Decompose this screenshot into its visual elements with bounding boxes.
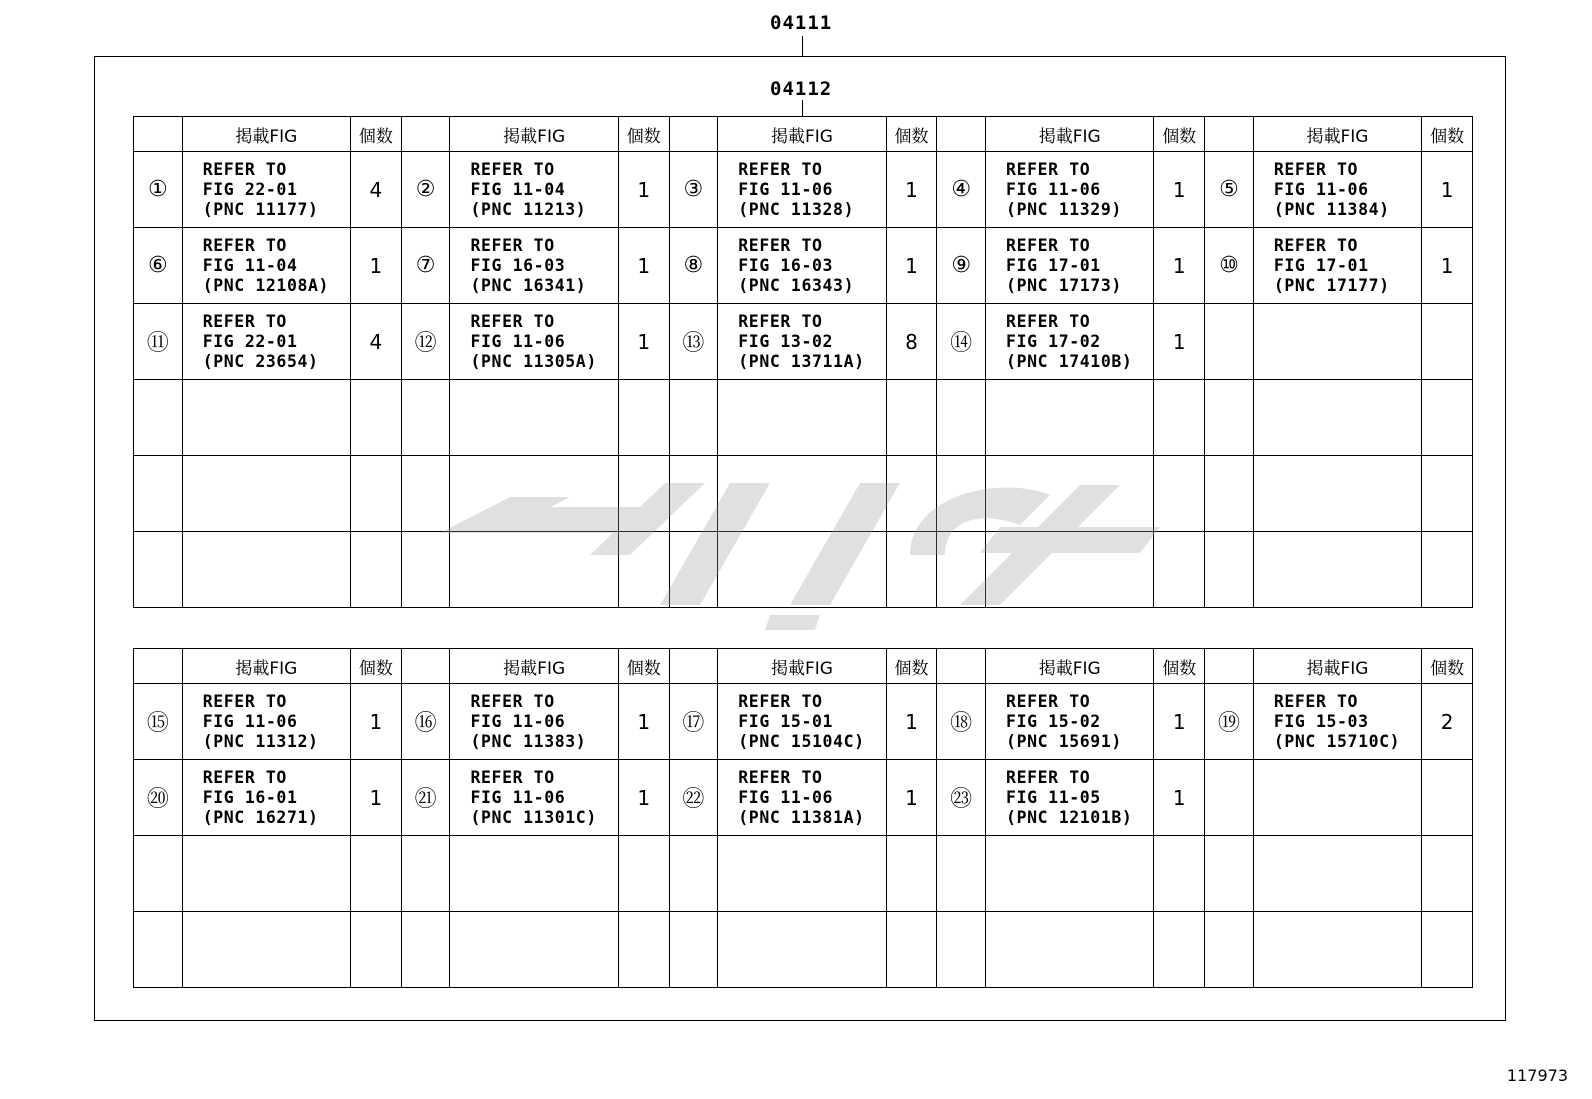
reference-line: FIG 22-01 — [202, 331, 298, 351]
reference-line: (PNC 11383) — [470, 731, 587, 751]
reference-line: FIG 11-04 — [470, 179, 566, 199]
item-number: ⑳ — [134, 760, 183, 836]
reference-line: (PNC 11328) — [738, 199, 855, 219]
reference-line: (PNC 12108A) — [202, 275, 330, 295]
figure-reference — [450, 912, 618, 988]
figure-reference — [182, 456, 350, 532]
quantity — [886, 380, 937, 456]
table-row — [134, 760, 1473, 836]
header-blank-cell — [401, 117, 450, 152]
reference-line: REFER TO — [738, 159, 823, 179]
item-number — [669, 456, 718, 532]
quantity — [1154, 380, 1205, 456]
quantity: 1 — [351, 684, 402, 760]
figure-reference — [450, 456, 618, 532]
figure-reference — [450, 760, 618, 836]
item-number: ⑦ — [401, 228, 450, 304]
item-number — [937, 912, 986, 988]
reference-line: REFER TO — [470, 159, 555, 179]
reference-line: REFER TO — [202, 311, 287, 331]
reference-line: REFER TO — [470, 767, 555, 787]
figure-reference — [182, 304, 350, 380]
item-number: ⑩ — [1205, 228, 1254, 304]
quantity — [1422, 532, 1473, 608]
header-qty-label: 個数 — [886, 117, 937, 152]
figure-reference — [182, 380, 350, 456]
reference-line: REFER TO — [1006, 767, 1091, 787]
quantity — [618, 456, 669, 532]
figure-reference — [986, 304, 1154, 380]
reference-line: (PNC 11213) — [470, 199, 587, 219]
item-number — [937, 836, 986, 912]
reference-line: REFER TO — [202, 235, 287, 255]
figure-reference — [182, 684, 350, 760]
quantity — [1422, 836, 1473, 912]
figure-reference — [718, 532, 886, 608]
upper-parts-table — [133, 116, 1473, 608]
reference-line: REFER TO — [1273, 159, 1359, 179]
leader-line-top — [802, 36, 803, 56]
figure-reference — [182, 228, 350, 304]
header-qty-label: 個数 — [886, 649, 937, 684]
figure-reference — [718, 456, 886, 532]
item-number — [937, 380, 986, 456]
reference-line: FIG 11-06 — [470, 787, 566, 807]
table-row — [134, 836, 1473, 912]
item-number — [1205, 380, 1254, 456]
reference-line: FIG 11-05 — [1006, 787, 1101, 807]
item-number — [1205, 456, 1254, 532]
header-blank-cell — [134, 649, 183, 684]
reference-line: REFER TO — [1006, 235, 1091, 255]
quantity — [351, 912, 402, 988]
item-number — [669, 836, 718, 912]
quantity — [886, 912, 937, 988]
quantity: 4 — [351, 152, 402, 228]
reference-line: REFER TO — [470, 691, 555, 711]
reference-line: (PNC 13711A) — [738, 351, 865, 371]
figure-reference — [1253, 836, 1421, 912]
item-number — [937, 456, 986, 532]
header-fig-label: 掲載FIG — [182, 649, 350, 684]
quantity: 8 — [886, 304, 937, 380]
reference-line: REFER TO — [738, 235, 823, 255]
figure-reference — [450, 304, 618, 380]
quantity — [618, 836, 669, 912]
item-number: ② — [401, 152, 450, 228]
figure-reference — [986, 228, 1154, 304]
reference-line: (PNC 11384) — [1273, 199, 1390, 219]
figure-reference — [718, 380, 886, 456]
quantity — [1422, 760, 1473, 836]
quantity: 1 — [1422, 152, 1473, 228]
quantity — [351, 456, 402, 532]
header-blank-cell — [937, 117, 986, 152]
reference-line: FIG 16-01 — [202, 787, 298, 807]
item-number — [401, 456, 450, 532]
item-number — [669, 380, 718, 456]
table-row — [134, 228, 1473, 304]
figure-reference — [718, 228, 886, 304]
quantity: 1 — [1154, 228, 1205, 304]
figure-reference — [718, 760, 886, 836]
reference-line: (PNC 11177) — [202, 199, 319, 219]
figure-reference — [718, 912, 886, 988]
reference-line: (PNC 15104C) — [738, 731, 865, 751]
item-number: ㉒ — [669, 760, 718, 836]
quantity: 1 — [1154, 304, 1205, 380]
figure-reference — [986, 380, 1154, 456]
figure-reference — [450, 836, 618, 912]
item-number: ⑰ — [669, 684, 718, 760]
header-blank-cell — [1205, 649, 1254, 684]
header-qty-label: 個数 — [1422, 649, 1473, 684]
figure-reference — [182, 152, 350, 228]
header-fig-label: 掲載FIG — [986, 117, 1154, 152]
reference-line: (PNC 11381A) — [738, 807, 865, 827]
header-fig-label: 掲載FIG — [1253, 117, 1421, 152]
figure-reference — [1253, 684, 1421, 760]
item-number: ⑱ — [937, 684, 986, 760]
reference-line: (PNC 16341) — [470, 275, 587, 295]
item-number — [401, 532, 450, 608]
reference-line: REFER TO — [738, 691, 823, 711]
reference-line: (PNC 11305A) — [470, 351, 597, 371]
quantity — [1154, 456, 1205, 532]
quantity: 1 — [1154, 152, 1205, 228]
figure-reference — [986, 836, 1154, 912]
reference-line: REFER TO — [738, 767, 823, 787]
header-fig-label: 掲載FIG — [450, 117, 618, 152]
header-qty-label: 個数 — [1154, 649, 1205, 684]
reference-line: REFER TO — [470, 311, 555, 331]
reference-line: FIG 15-03 — [1273, 711, 1369, 731]
reference-line: (PNC 17410B) — [1006, 351, 1133, 371]
reference-line: REFER TO — [1273, 235, 1359, 255]
quantity: 1 — [618, 684, 669, 760]
reference-line: FIG 11-06 — [738, 787, 834, 807]
item-number — [401, 912, 450, 988]
reference-line: FIG 15-02 — [1006, 711, 1101, 731]
reference-line: (PNC 12101B) — [1006, 807, 1133, 827]
reference-line: FIG 11-06 — [470, 711, 566, 731]
header-qty-label: 個数 — [351, 117, 402, 152]
item-number: ⑨ — [937, 228, 986, 304]
figure-reference — [450, 380, 618, 456]
quantity: 1 — [886, 228, 937, 304]
header-fig-label: 掲載FIG — [986, 649, 1154, 684]
reference-line: REFER TO — [202, 691, 287, 711]
header-fig-label: 掲載FIG — [718, 117, 886, 152]
item-number: ⑥ — [134, 228, 183, 304]
leader-line-inner — [802, 100, 803, 116]
quantity: 1 — [886, 152, 937, 228]
reference-line: (PNC 15691) — [1006, 731, 1122, 751]
table-row — [134, 304, 1473, 380]
header-qty-label: 個数 — [1422, 117, 1473, 152]
table-row — [134, 532, 1473, 608]
header-row — [134, 117, 1473, 152]
item-number: ① — [134, 152, 183, 228]
item-number — [1205, 532, 1254, 608]
item-number — [669, 912, 718, 988]
reference-line: (PNC 15710C) — [1273, 731, 1401, 751]
reference-line: FIG 13-02 — [738, 331, 834, 351]
reference-line: (PNC 11301C) — [470, 807, 597, 827]
header-blank-cell — [134, 117, 183, 152]
header-blank-cell — [401, 649, 450, 684]
item-number — [134, 456, 183, 532]
reference-line: FIG 11-06 — [202, 711, 298, 731]
header-blank-cell — [1205, 117, 1254, 152]
reference-line: FIG 11-06 — [1006, 179, 1101, 199]
figure-reference — [986, 456, 1154, 532]
quantity — [1422, 456, 1473, 532]
figure-reference — [1253, 532, 1421, 608]
figure-reference — [182, 836, 350, 912]
quantity: 1 — [618, 152, 669, 228]
reference-line: FIG 22-01 — [202, 179, 298, 199]
reference-line: FIG 11-06 — [738, 179, 834, 199]
quantity — [351, 836, 402, 912]
item-number: ⑭ — [937, 304, 986, 380]
header-blank-cell — [669, 649, 718, 684]
figure-reference — [1253, 912, 1421, 988]
item-number: ⑬ — [669, 304, 718, 380]
item-number: ⑫ — [401, 304, 450, 380]
quantity — [618, 912, 669, 988]
quantity: 4 — [351, 304, 402, 380]
reference-line: FIG 11-06 — [1273, 179, 1369, 199]
figure-reference — [718, 836, 886, 912]
reference-line: REFER TO — [1006, 311, 1091, 331]
table-row — [134, 380, 1473, 456]
assembly-code-inner: 04112 — [770, 78, 833, 100]
quantity — [1422, 912, 1473, 988]
reference-line: FIG 17-01 — [1006, 255, 1101, 275]
reference-line: FIG 17-01 — [1273, 255, 1369, 275]
header-fig-label: 掲載FIG — [718, 649, 886, 684]
figure-reference — [986, 684, 1154, 760]
quantity: 1 — [351, 228, 402, 304]
quantity — [886, 532, 937, 608]
item-number — [937, 532, 986, 608]
quantity: 1 — [1154, 684, 1205, 760]
reference-line: REFER TO — [738, 311, 823, 331]
item-number — [134, 532, 183, 608]
item-number: ⑲ — [1205, 684, 1254, 760]
reference-line: FIG 16-03 — [470, 255, 566, 275]
quantity — [351, 380, 402, 456]
quantity — [351, 532, 402, 608]
item-number — [134, 380, 183, 456]
figure-reference — [986, 760, 1154, 836]
reference-line: REFER TO — [1006, 691, 1091, 711]
item-number — [401, 380, 450, 456]
quantity: 1 — [618, 760, 669, 836]
item-number — [669, 532, 718, 608]
table-row — [134, 456, 1473, 532]
reference-line: (PNC 11329) — [1006, 199, 1122, 219]
quantity: 1 — [351, 760, 402, 836]
reference-line: FIG 17-02 — [1006, 331, 1101, 351]
header-qty-label: 個数 — [618, 117, 669, 152]
table-row — [134, 152, 1473, 228]
item-number: ⑧ — [669, 228, 718, 304]
reference-line: (PNC 16271) — [202, 807, 319, 827]
figure-reference — [450, 532, 618, 608]
item-number: ⑪ — [134, 304, 183, 380]
item-number — [1205, 304, 1254, 380]
figure-reference — [1253, 380, 1421, 456]
reference-line: (PNC 16343) — [738, 275, 855, 295]
quantity — [886, 456, 937, 532]
table-row — [134, 684, 1473, 760]
figure-reference — [182, 912, 350, 988]
figure-reference — [450, 228, 618, 304]
reference-line: (PNC 17173) — [1006, 275, 1122, 295]
item-number: ④ — [937, 152, 986, 228]
quantity — [618, 532, 669, 608]
image-number: 117973 — [1506, 1066, 1568, 1085]
figure-reference — [1253, 760, 1421, 836]
figure-reference — [450, 152, 618, 228]
quantity — [886, 836, 937, 912]
figure-reference — [182, 760, 350, 836]
reference-line: FIG 11-04 — [202, 255, 298, 275]
reference-line: FIG 11-06 — [470, 331, 566, 351]
quantity — [1422, 380, 1473, 456]
item-number — [134, 836, 183, 912]
item-number — [134, 912, 183, 988]
reference-line: FIG 15-01 — [738, 711, 834, 731]
reference-line: (PNC 11312) — [202, 731, 319, 751]
header-qty-label: 個数 — [618, 649, 669, 684]
figure-reference — [986, 912, 1154, 988]
reference-line: FIG 16-03 — [738, 255, 834, 275]
item-number: ㉓ — [937, 760, 986, 836]
item-number: ⑤ — [1205, 152, 1254, 228]
header-qty-label: 個数 — [1154, 117, 1205, 152]
reference-line: REFER TO — [1006, 159, 1091, 179]
item-number: ㉑ — [401, 760, 450, 836]
figure-reference — [718, 304, 886, 380]
quantity: 2 — [1422, 684, 1473, 760]
quantity: 1 — [618, 304, 669, 380]
item-number — [1205, 760, 1254, 836]
item-number: ⑮ — [134, 684, 183, 760]
table-row — [134, 912, 1473, 988]
lower-parts-table — [133, 648, 1473, 988]
quantity: 1 — [886, 760, 937, 836]
quantity — [1154, 532, 1205, 608]
figure-reference — [1253, 456, 1421, 532]
quantity: 1 — [1154, 760, 1205, 836]
reference-line: REFER TO — [202, 767, 287, 787]
reference-line: REFER TO — [202, 159, 287, 179]
assembly-code-top: 04111 — [770, 12, 833, 34]
item-number — [401, 836, 450, 912]
quantity — [618, 380, 669, 456]
figure-reference — [1253, 304, 1421, 380]
figure-reference — [182, 532, 350, 608]
header-qty-label: 個数 — [351, 649, 402, 684]
quantity: 1 — [1422, 228, 1473, 304]
item-number — [1205, 836, 1254, 912]
reference-line: REFER TO — [470, 235, 555, 255]
header-fig-label: 掲載FIG — [182, 117, 350, 152]
reference-line: (PNC 17177) — [1273, 275, 1390, 295]
header-blank-cell — [669, 117, 718, 152]
item-number: ⑯ — [401, 684, 450, 760]
item-number: ③ — [669, 152, 718, 228]
figure-reference — [986, 532, 1154, 608]
quantity — [1422, 304, 1473, 380]
figure-reference — [718, 684, 886, 760]
figure-reference — [450, 684, 618, 760]
item-number — [1205, 912, 1254, 988]
header-row — [134, 649, 1473, 684]
reference-line: REFER TO — [1273, 691, 1359, 711]
quantity — [1154, 836, 1205, 912]
reference-line: (PNC 23654) — [202, 351, 319, 371]
header-blank-cell — [937, 649, 986, 684]
figure-reference — [1253, 152, 1421, 228]
quantity: 1 — [886, 684, 937, 760]
figure-reference — [1253, 228, 1421, 304]
figure-reference — [986, 152, 1154, 228]
quantity: 1 — [618, 228, 669, 304]
quantity — [1154, 912, 1205, 988]
header-fig-label: 掲載FIG — [450, 649, 618, 684]
figure-reference — [718, 152, 886, 228]
header-fig-label: 掲載FIG — [1253, 649, 1421, 684]
